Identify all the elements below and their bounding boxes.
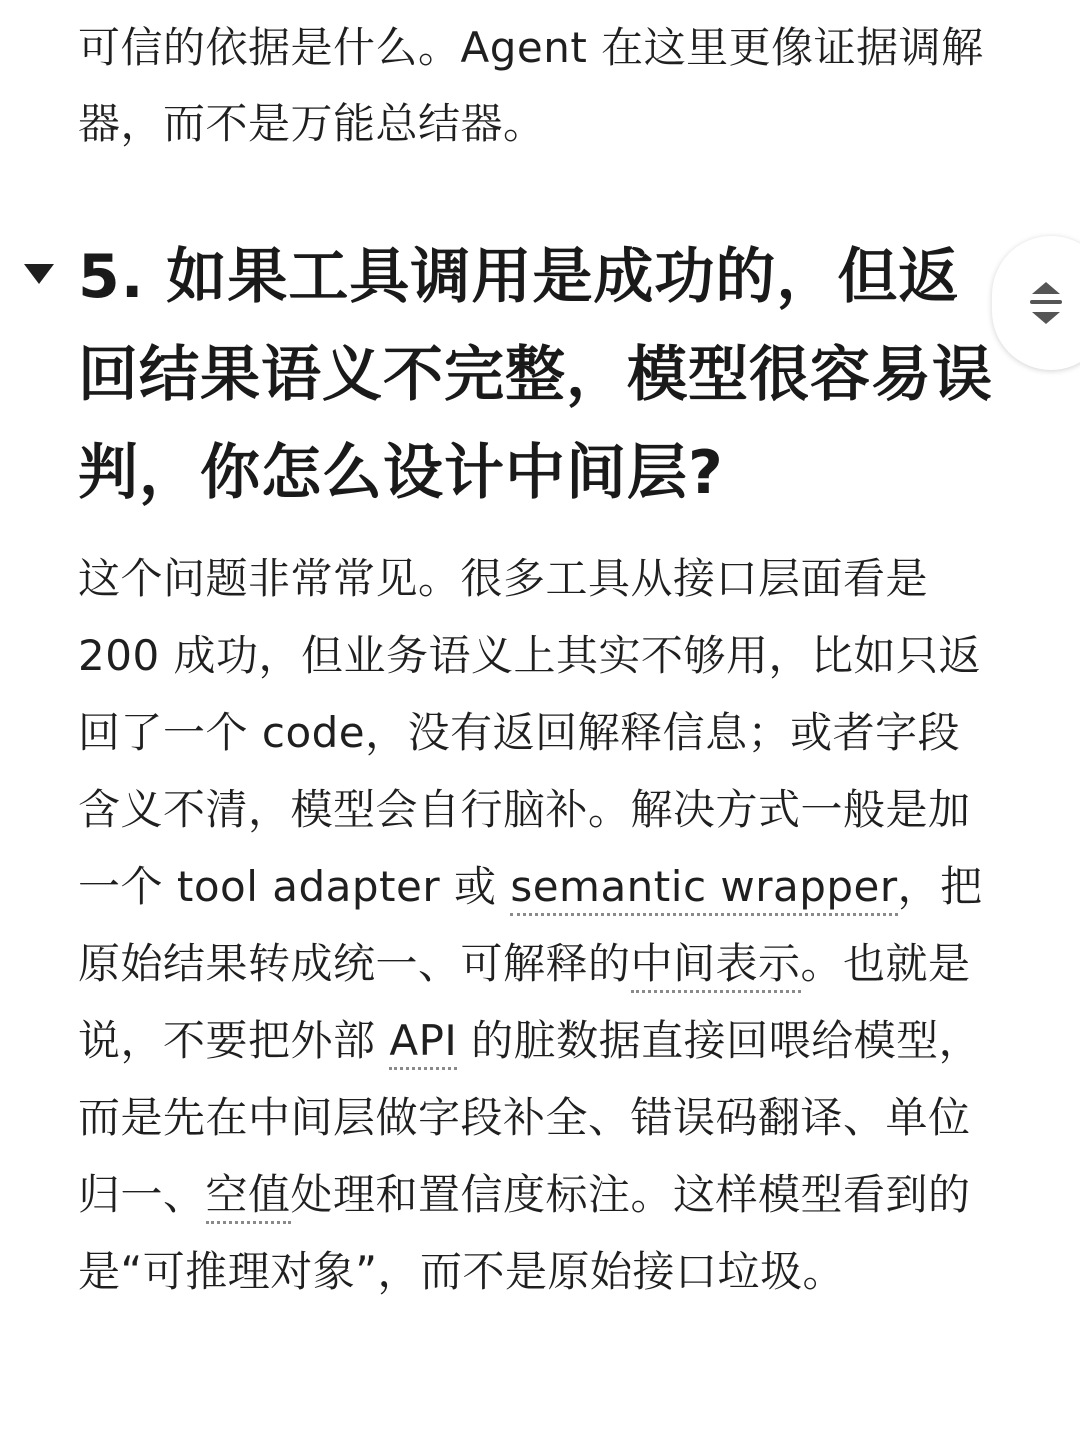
scroll-up-down-icon	[1026, 278, 1066, 328]
section-heading: 5. 如果工具调用是成功的，但返回结果语义不完整，模型很容易误判，你怎么设计中间层?	[78, 242, 993, 508]
answer-paragraph	[78, 540, 998, 1310]
answer-text: 处理和置信度标注。这样模型看到的是“可推理对象”，而不是原始接口垃圾。	[78, 1170, 971, 1296]
answer-text: ，把原始结果转成统一、可解释的	[78, 862, 983, 988]
triangle-down-icon[interactable]	[24, 264, 54, 284]
answer-text: 。也就是说，不要把外部	[78, 939, 971, 1065]
answer-text: 这个问题非常常见。很多工具从接口层面看是 200 成功，但业务语义上其实不够用，比如只返回了一个 code，没有返回解释信息；或者字段含义不清，模型会自行脑补。解决方式一般是加一个 tool adapter 或	[78, 554, 982, 911]
term-null-value[interactable]: 空值	[206, 1170, 291, 1224]
term-semantic-wrapper[interactable]: semantic wrapper	[510, 862, 897, 916]
intro-paragraph: 可信的依据是什么。Agent 在这里更像证据调解器，而不是万能总结器。	[78, 23, 984, 148]
answer-text: 的脏数据直接回喂给模型，而是先在中间层做字段补全、错误码翻译、单位归一、	[78, 1016, 982, 1219]
term-api[interactable]: API	[389, 1016, 457, 1070]
term-intermediate-representation[interactable]: 中间表示	[631, 939, 801, 993]
